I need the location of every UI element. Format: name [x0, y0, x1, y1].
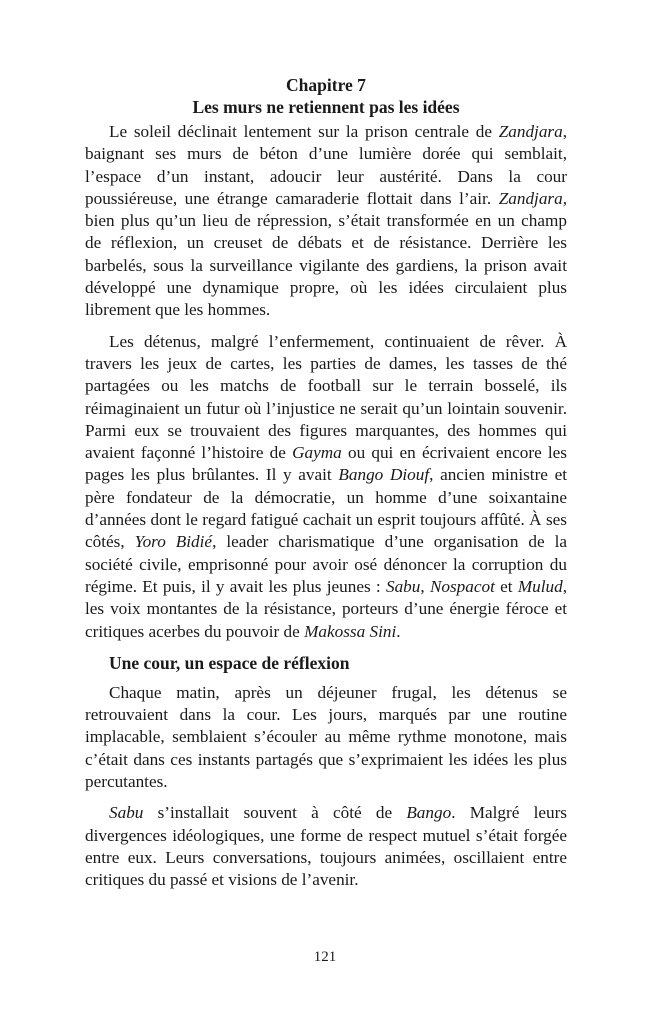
- text-run: , baignant ses murs de béton d’une lumière dorée qui semblait, l’espace d’un instant, adoucir leur austérité. Dans la cour poussiéreuse, une étrange camaraderie flottait dans l’air.: [85, 122, 567, 208]
- paragraph: [85, 802, 567, 891]
- chapter-heading: [85, 74, 567, 118]
- italic-name: Yoro Bidié: [134, 532, 213, 552]
- text-run: Les détenus, malgré l’enfermement, continuaient de rêver. À travers les jeux de cartes, les parties de dames, les tasses de thé partagées ou les matchs de football sur le terrain bosselé, ils réimaginaient un futur où l’injustice ne serait qu’un lointain souvenir. Parmi eux se trouvaient des figures marquantes, des hommes qui avaient façonné l’histoire de: [85, 331, 567, 463]
- text-run: , leader charismatique d’une organisation de la société civile, emprisonné pour avoir osé dénoncer la corruption du régime. Et puis, il y avait les plus jeunes :: [85, 532, 567, 596]
- italic-name: Sabu: [109, 803, 144, 823]
- italic-name: Bango Diouf: [338, 465, 430, 485]
- italic-name: Zandjara: [498, 188, 563, 208]
- text-run: Chaque matin, après un déjeuner frugal, les détenus se retrouvaient dans la cour. Les jours, marqués par une routine implacable, semblaient s’écouler au même rythme monotone, mais c’était dans ces instants partagés que s’exprimaient les idées les plus percutantes.: [85, 682, 567, 792]
- italic-name: Makossa Sini: [304, 621, 397, 641]
- italic-name: Gayma: [292, 443, 342, 463]
- paragraph: [85, 121, 567, 322]
- text-run: . Malgré leurs divergences idéologiques, une forme de respect mutuel s’était forgée entre eux. Leurs conversations, toujours animées, oscillaient entre critiques du passé et visions de l’avenir.: [85, 803, 567, 890]
- chapter-number: Chapitre 7: [286, 75, 366, 95]
- italic-name: Sabu: [385, 576, 421, 596]
- paragraph: [85, 682, 567, 793]
- text-run: s’installait souvent à côté de: [143, 803, 407, 823]
- text-run: , les voix montantes de la résistance, porteurs d’une énergie féroce et critiques acerbes du pouvoir de: [85, 576, 568, 641]
- text-run: ,: [420, 576, 430, 596]
- chapter-title: Les murs ne retiennent pas les idées: [192, 97, 460, 117]
- text-run: Le soleil déclinait lentement sur la prison centrale de: [109, 122, 499, 141]
- italic-name: Zandjara: [498, 122, 563, 141]
- page-number: 121: [313, 949, 337, 965]
- book-page: [85, 74, 567, 901]
- text-run: , bien plus qu’un lieu de répression, s’était transformée en un champ de réflexion, un creuset de débats et de résistance. Derrière les barbelés, sous la surveillance vigilante des gardiens, la prison avait développé une dynamique propre, où les idées circulaient plus librement que les hommes.: [85, 188, 567, 320]
- text-run: et: [494, 576, 518, 596]
- italic-name: Nospacot: [429, 576, 495, 596]
- section-heading: Une cour, un espace de réflexion: [109, 652, 350, 673]
- text-run: ou qui en écrivaient encore les pages les plus brûlantes. Il y avait: [85, 443, 567, 485]
- italic-name: Mulud: [517, 576, 563, 596]
- text-run: .: [396, 621, 401, 641]
- italic-name: Bango: [406, 803, 452, 823]
- text-run: , ancien ministre et père fondateur de la démocratie, un homme d’une soixantaine d’années dont le regard fatigué cachait un esprit toujours affûté. À ses côtés,: [85, 465, 567, 552]
- paragraph: [85, 331, 567, 643]
